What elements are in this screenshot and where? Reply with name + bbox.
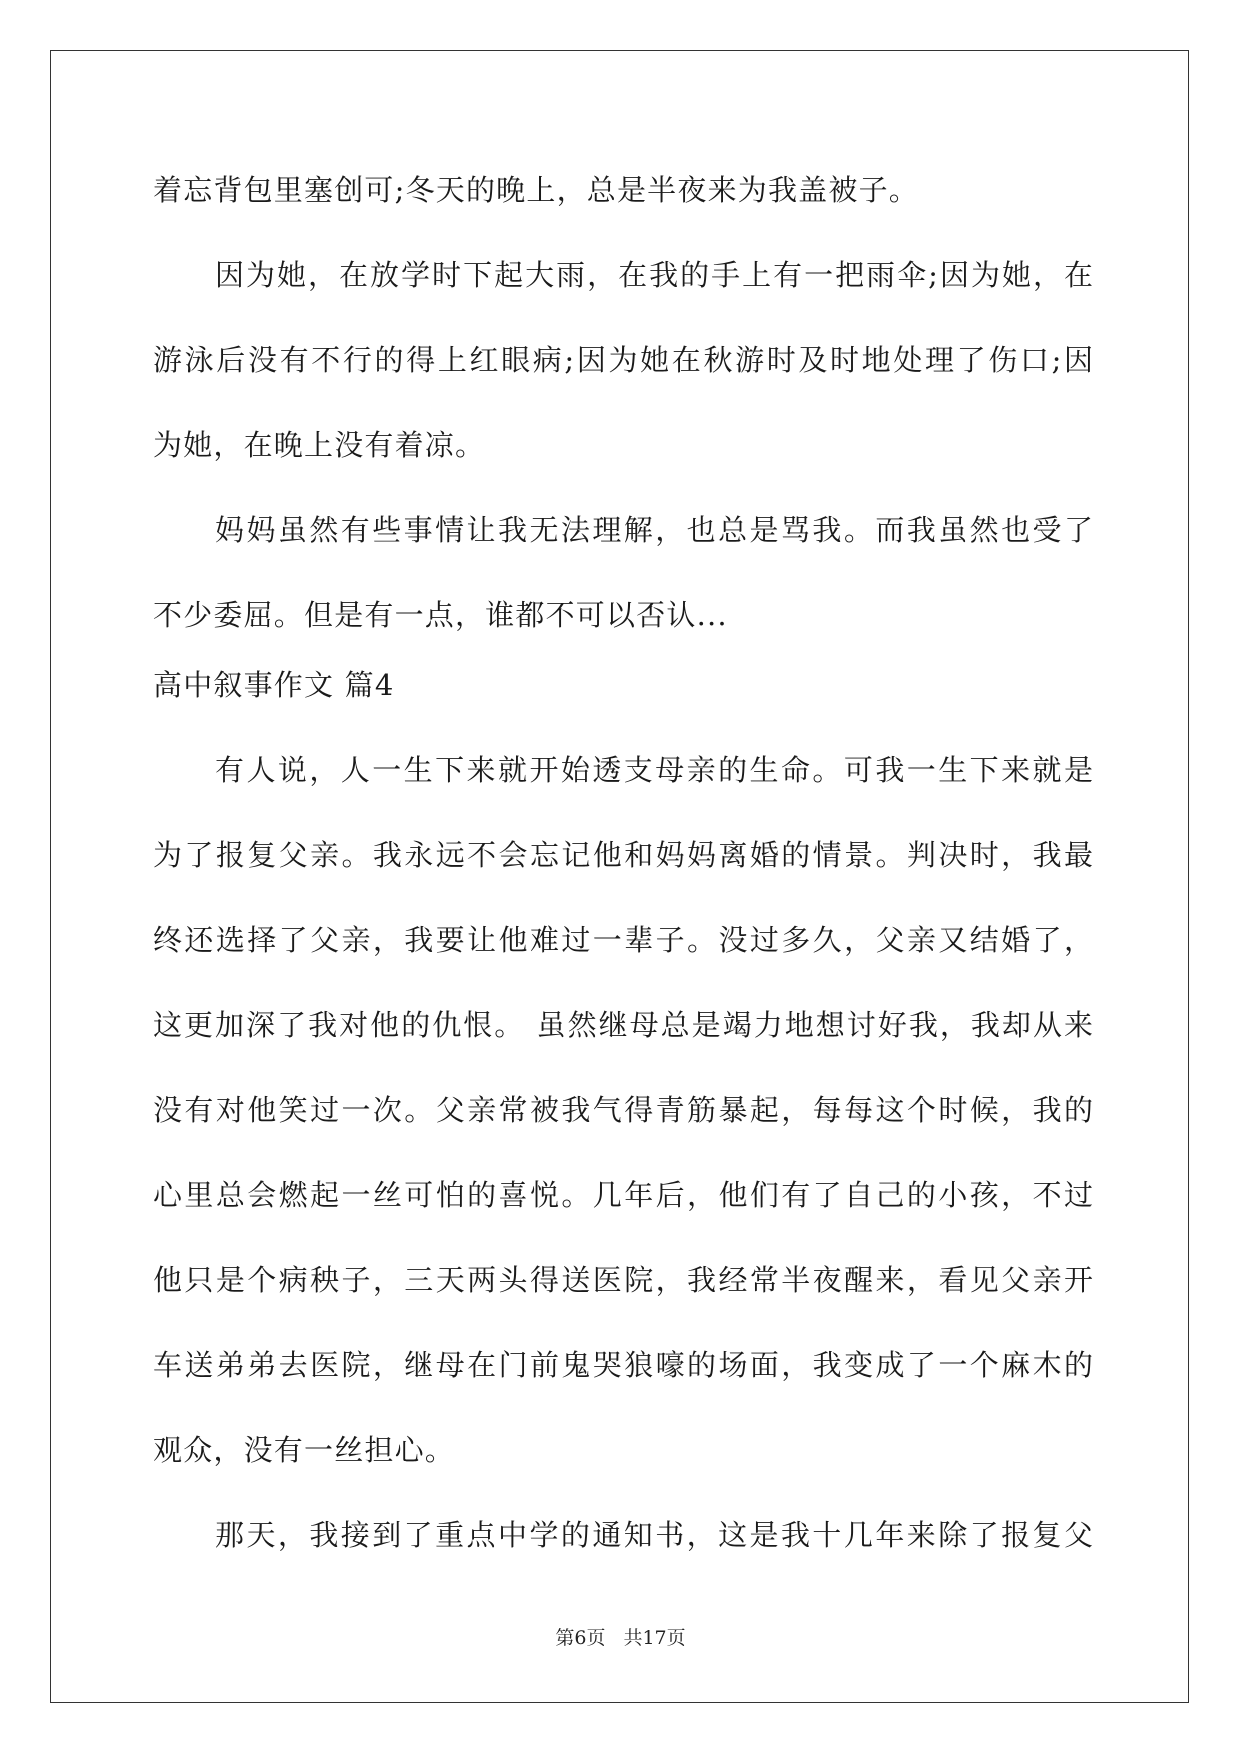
page-total: 共17页 (623, 1627, 686, 1649)
text-line: 有人说，人一生下来就开始透支母亲的生命。可我一生下来就是 (215, 753, 1093, 787)
text-line: 妈妈虽然有些事情让我无法理解，也总是骂我。而我虽然也受了 (215, 513, 1093, 547)
text-line: 没有对他笑过一次。父亲常被我气得青筋暴起，每每这个时候，我的 (153, 1093, 1093, 1127)
text-line: 因为她，在放学时下起大雨，在我的手上有一把雨伞;因为她，在 (215, 258, 1093, 292)
text-line: 那天，我接到了重点中学的通知书，这是我十几年来除了报复父 (215, 1518, 1093, 1552)
text-line: 不少委屈。但是有一点，谁都不可以否认... (153, 598, 728, 632)
section-heading: 高中叙事作文 篇4 (153, 668, 395, 702)
text-line: 终还选择了父亲，我要让他难过一辈子。没过多久，父亲又结婚了， (153, 923, 1093, 957)
text-line: 心里总会燃起一丝可怕的喜悦。几年后，他们有了自己的小孩，不过 (153, 1178, 1093, 1212)
text-line: 为她，在晚上没有着凉。 (153, 428, 486, 462)
page-number: 第6页 (555, 1627, 606, 1649)
text-line: 着忘背包里塞创可;冬天的晚上，总是半夜来为我盖被子。 (153, 173, 919, 207)
text-line: 他只是个病秧子，三天两头得送医院，我经常半夜醒来，看见父亲开 (153, 1263, 1093, 1297)
text-line: 游泳后没有不行的得上红眼病;因为她在秋游时及时地处理了伤口;因 (153, 343, 1093, 377)
page-footer (0, 1624, 1241, 1652)
text-line: 观众，没有一丝担心。 (153, 1433, 456, 1467)
text-line: 车送弟弟去医院，继母在门前鬼哭狼嚎的场面，我变成了一个麻木的 (153, 1348, 1093, 1382)
text-line: 为了报复父亲。我永远不会忘记他和妈妈离婚的情景。判决时，我最 (153, 838, 1093, 872)
text-line: 这更加深了我对他的仇恨。 虽然继母总是竭力地想讨好我，我却从来 (153, 1008, 1093, 1042)
